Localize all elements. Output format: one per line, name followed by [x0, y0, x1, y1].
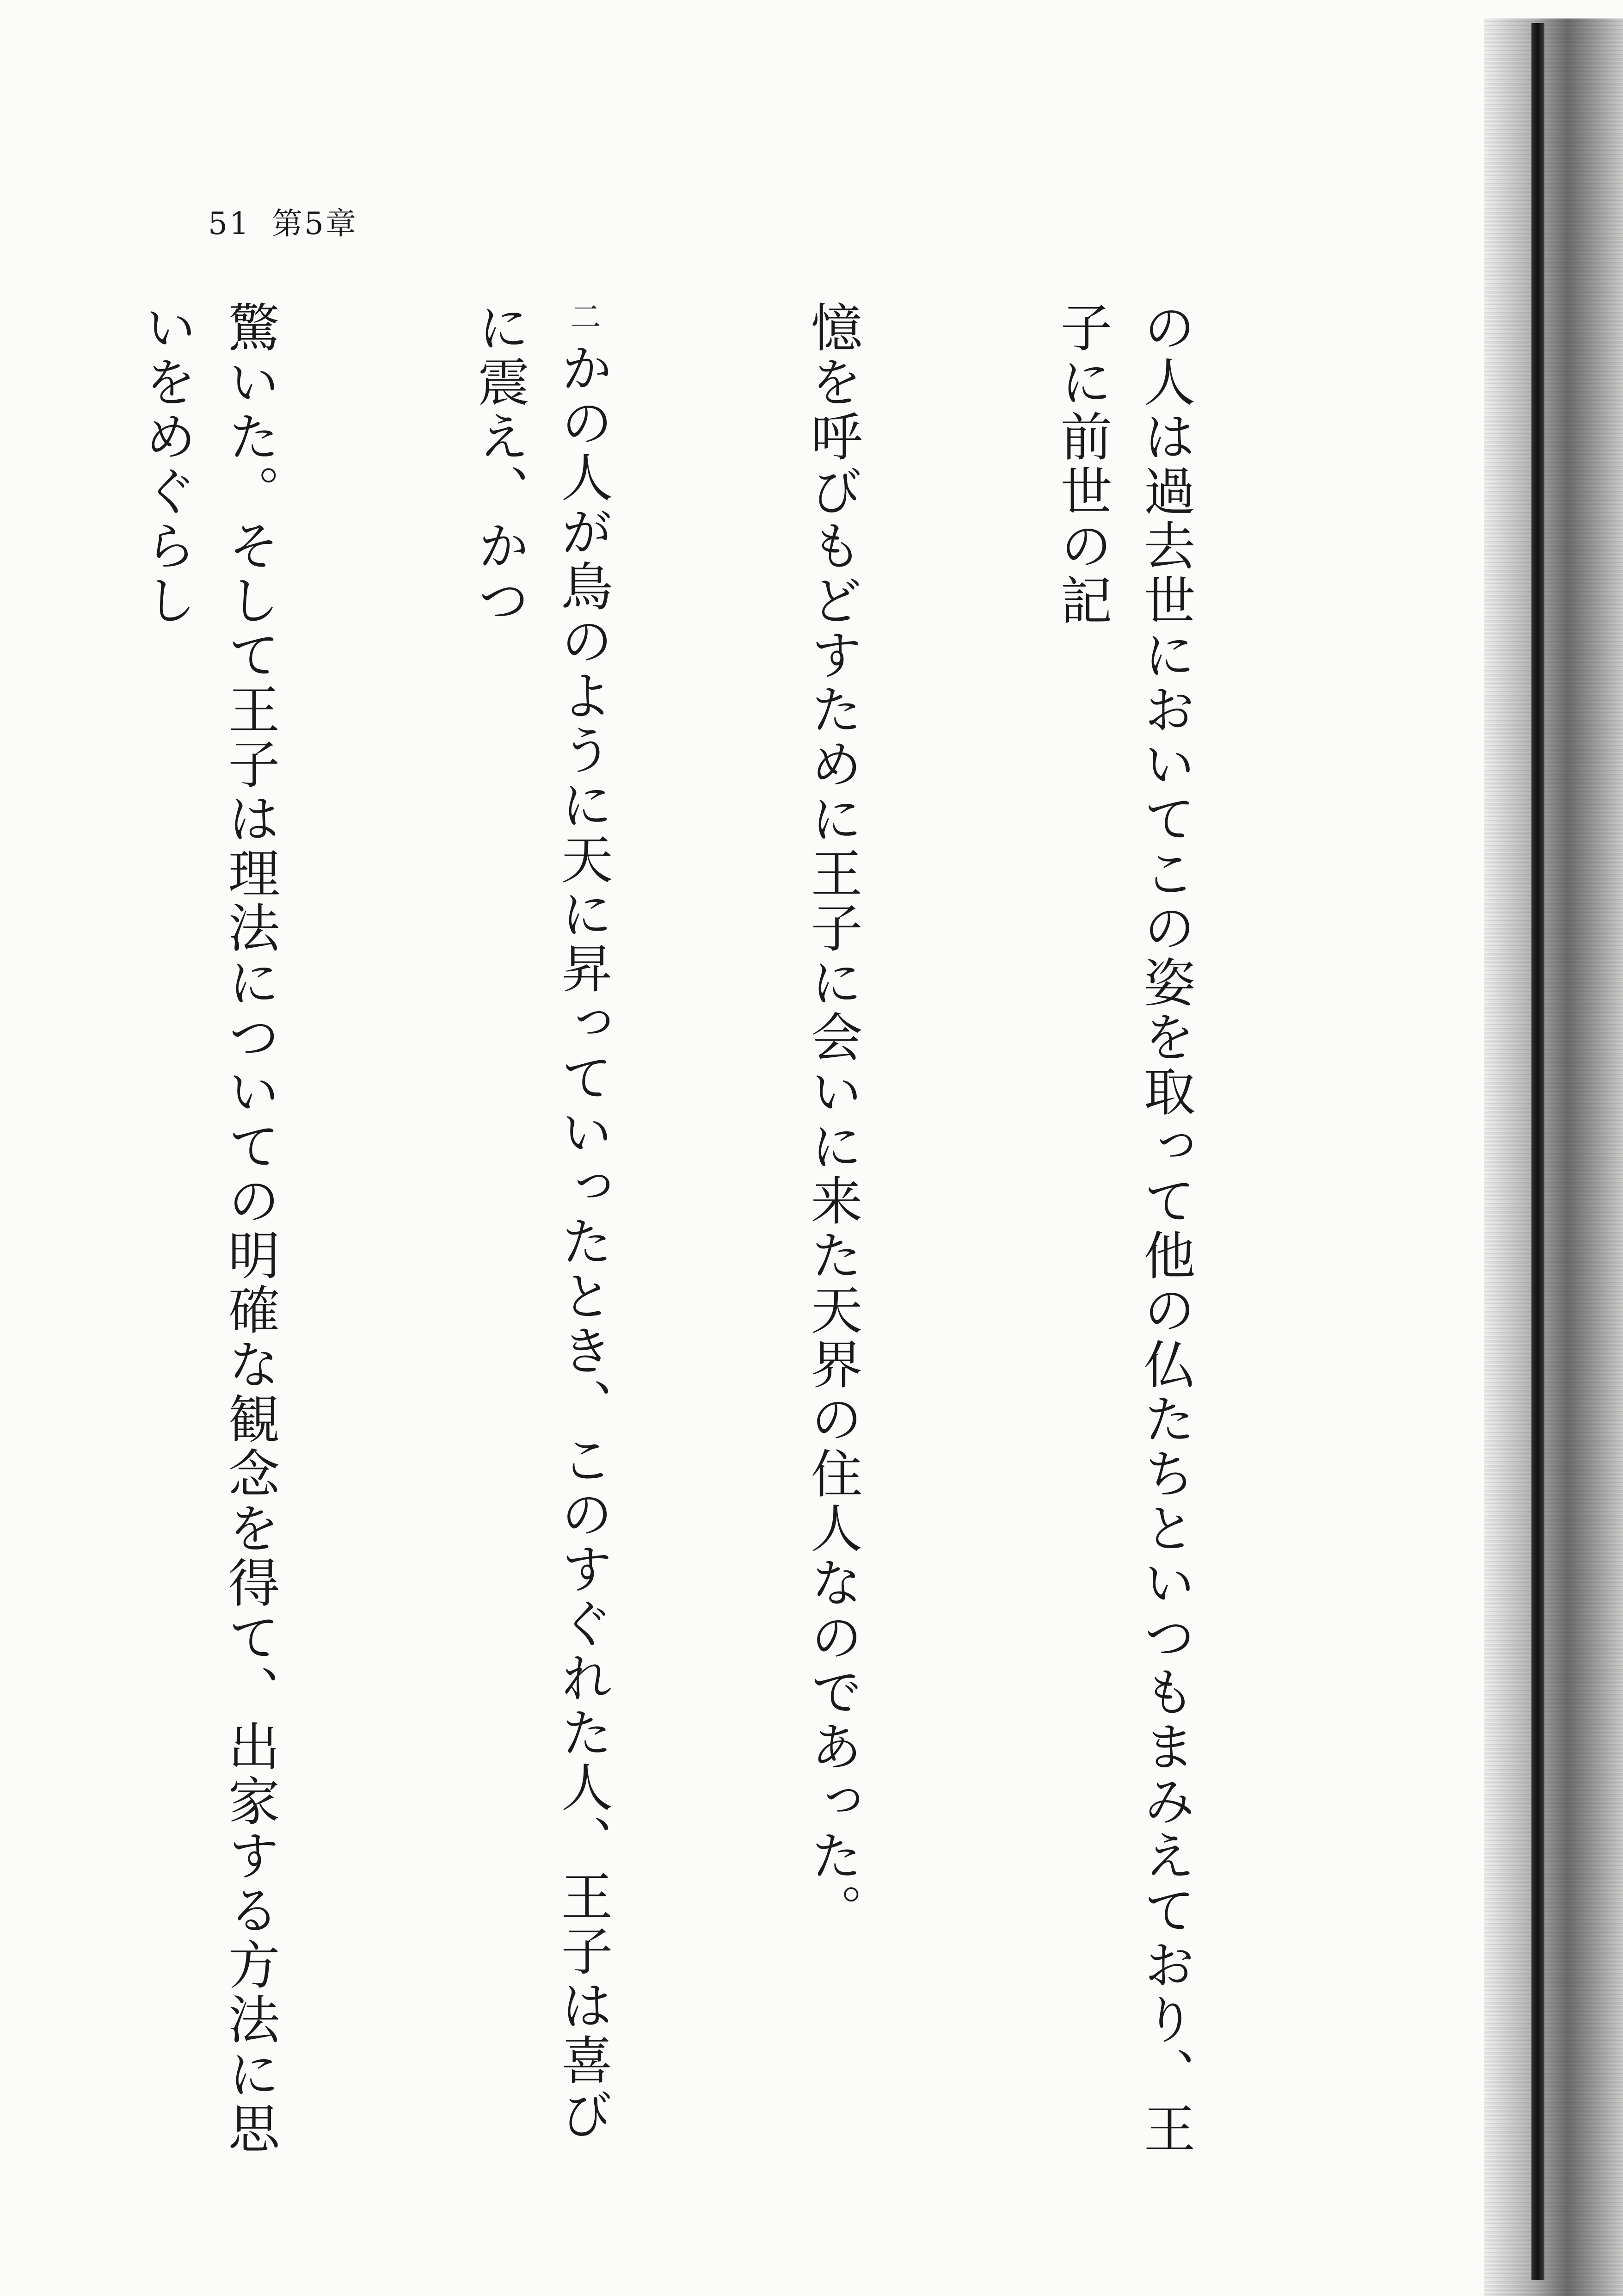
book-binding-shadow — [1484, 19, 1623, 2296]
vertical-body-text — [0, 301, 1373, 2174]
text-line — [1040, 301, 1207, 2174]
line-text: かの人が鳥のように天に昇っていったとき、このすぐれた人、王子は喜びに震え、かつ — [469, 301, 613, 2142]
page-number: 51 — [208, 206, 251, 241]
line-text: 驚いた。そして王子は理法についての明確な観念を得て、出家する方法に思いをめぐらし — [136, 301, 280, 2156]
text-line — [125, 301, 291, 2174]
line-text: 憶を呼びもどすために王子に会いに来た天界の住人なのであった。 — [802, 301, 862, 1938]
running-header — [208, 199, 358, 243]
line-text: の人は過去世においてこの姿を取って他の仏たちといつもまみえており、王子に前世の記 — [1052, 301, 1195, 2156]
verse-line — [458, 301, 624, 2174]
book-spine-edge — [1531, 23, 1544, 2280]
verse-number: 二 — [565, 301, 601, 331]
chapter-title: 第5章 — [271, 206, 358, 241]
text-line — [791, 301, 874, 2174]
